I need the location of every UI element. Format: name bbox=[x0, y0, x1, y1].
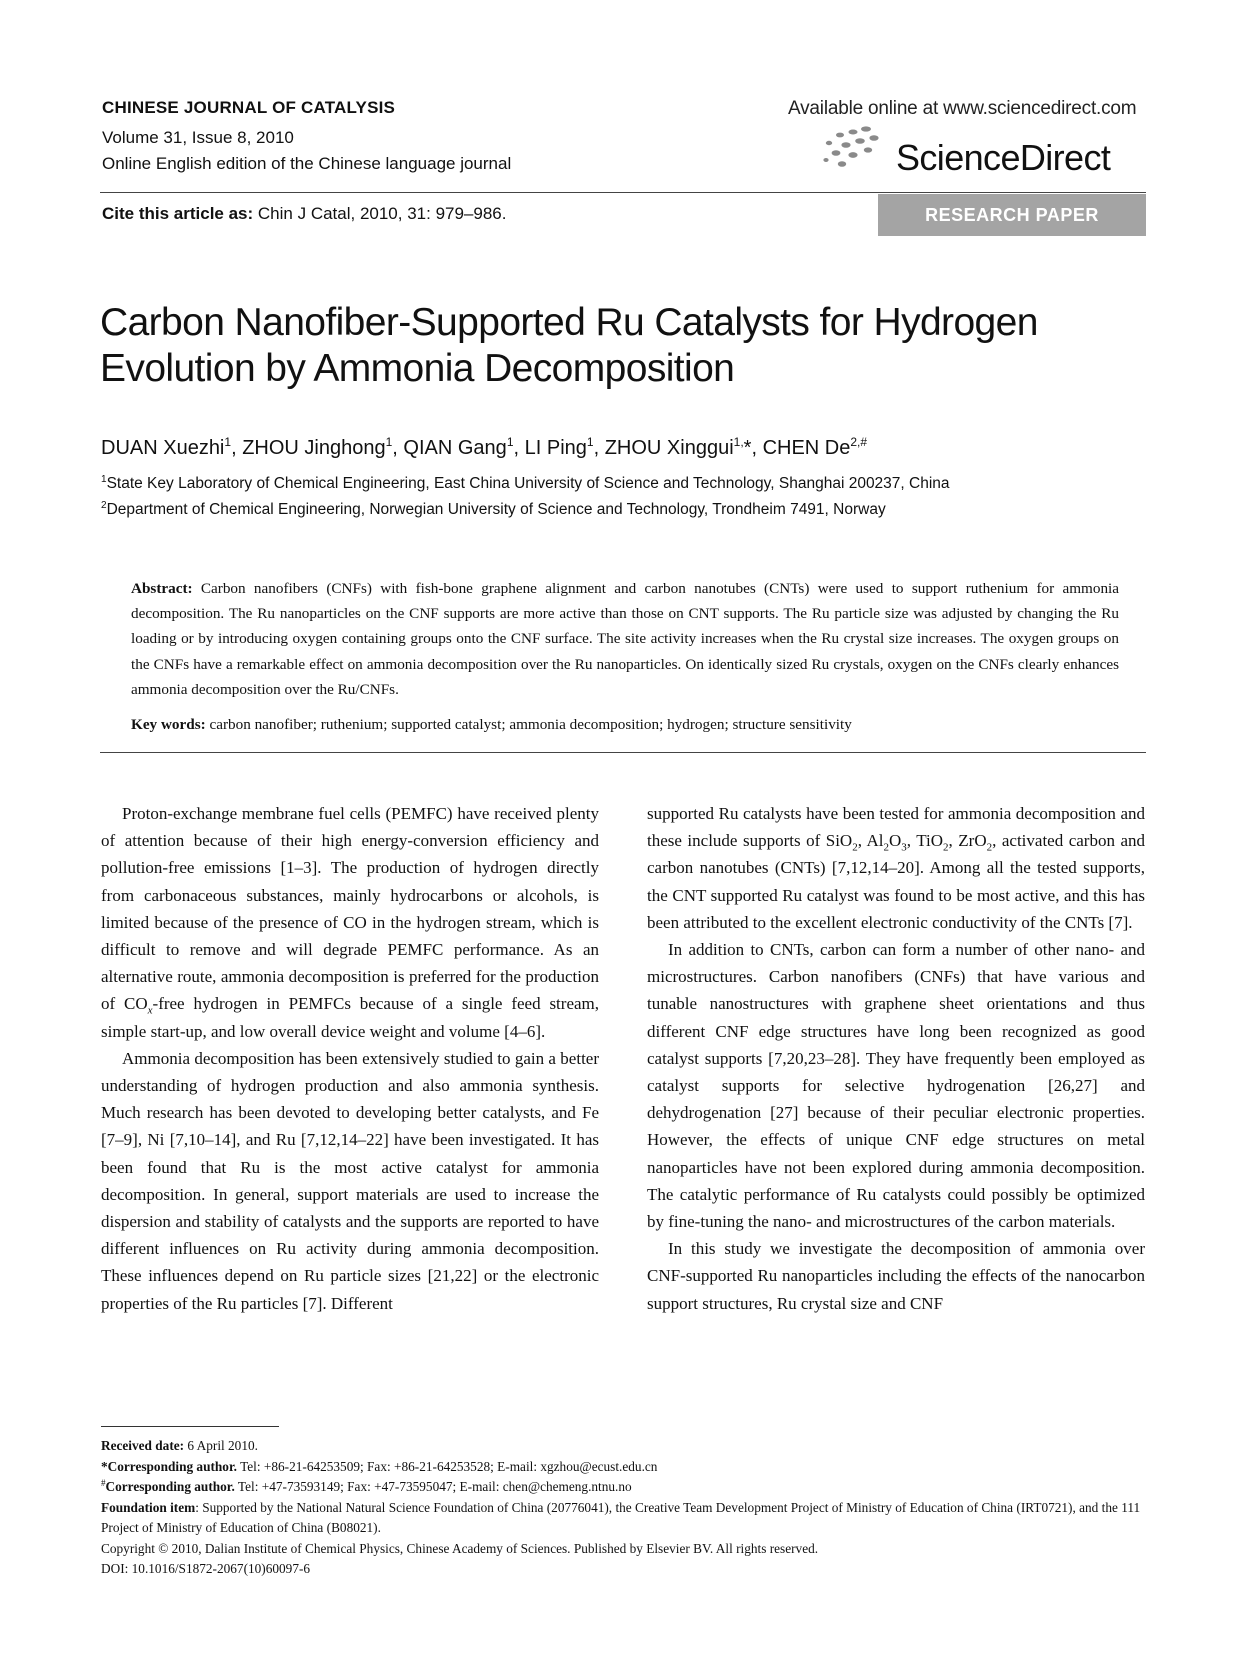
paragraph: In addition to CNTs, carbon can form a number of other nano- and microstructures. Carbon nanofibers (CNFs) that have various and tunable nanostructures with graphene sheet orientations and thus different CNF edge structures have long been recognized as good catalyst supports [7,20,23–28]. They have frequently been employed as catalyst supports for selective hydrogenation [26,27] and dehydrogenation [27] because of their peculiar electronic properties. However, the effects of unique CNF edge structures on metal nanoparticles have not been explored during ammonia decomposition. The catalytic performance of Ru catalysts could possibly be optimized by fine-tuning the nano- and microstructures of the carbon materials. bbox=[647, 940, 1145, 1232]
keywords-label: Key words: bbox=[131, 716, 206, 733]
paper-type-badge: RESEARCH PAPER bbox=[878, 194, 1146, 236]
abstract-divider bbox=[100, 752, 1146, 753]
body-column-right bbox=[647, 800, 1145, 1317]
author: CHEN $De^{2,\#}$ bbox=[762, 435, 868, 459]
keywords bbox=[131, 712, 1119, 737]
author: LI Ping$^1$, bbox=[524, 435, 605, 459]
doi: DOI: 10.1016/S1872-2067(10)60097-6 bbox=[101, 1561, 311, 1576]
sciencedirect-available-online: Available online at www.sciencedirect.com bbox=[788, 98, 1137, 119]
journal-volume: Volume 31, Issue 8, 2010 bbox=[102, 128, 294, 147]
cite-label: Cite this article as: bbox=[102, 204, 254, 223]
paper-title bbox=[100, 300, 1160, 392]
author: QIAN Gang$^1$, bbox=[403, 435, 525, 459]
abstract-label: Abstract: bbox=[131, 580, 193, 597]
affiliation-2: $^2$Department of Chemical Engineering, Norwegian University of Science and Technology, Trondheim 7491, Norway bbox=[101, 500, 886, 518]
copyright: Copyright © 2010, Dalian Institute of Chemical Physics, Chinese Academy of Sciences. Published by Elsevier BV. All rights reserved. bbox=[101, 1540, 819, 1556]
footnote-divider bbox=[101, 1426, 279, 1427]
header-divider bbox=[100, 192, 1146, 193]
corresponding-author-1: *Corresponding author. Tel: +86-21-64253509; Fax: +86-21-64253528; E-mail: xgzhou@ecust.edu.cn bbox=[101, 1458, 658, 1474]
abstract-text: Carbon nanofibers (CNFs) with fish-bone graphene alignment and carbon nanotubes (CNTs) were used to support ruthenium for ammonia decomposition. The Ru nanoparticles on the CNF supports are more active than those on CNT supports. The Ru particle size was adjusted by changing the Ru loading or by introducing oxygen containing groups onto the CNF surface. The site activity increases when the Ru crystal size increases. The oxygen groups on the CNFs have a remarkable effect on ammonia decomposition over the Ru nanoparticles. On identically sized Ru crystals, oxygen on the CNFs clearly enhances ammonia decomposition over the Ru/CNFs. bbox=[131, 580, 1119, 698]
paragraph: Ammonia decomposition has been extensively studied to gain a better understanding of hydrogen production and also ammonia synthesis. Much research has been devoted to developing better catalysts, and Fe [7–9], Ni [7,10–14], and Ru [7,12,14–22] have been investigated. It has been found that Ru is the most active catalyst for ammonia decomposition. In general, support materials are used to increase the dispersion and stability of catalysts and the supports are reported to have different influences on Ru activity during ammonia decomposition. These influences depend on Ru particle sizes [21,22] or the electronic properties of the Ru particles [7]. Different bbox=[101, 1048, 599, 1313]
cite-value: Chin J Catal, 2010, 31: 979–986. bbox=[257, 204, 507, 223]
title-line-1: Carbon Nanofiber-Supported Ru Catalysts for Hydrogen bbox=[100, 301, 1038, 344]
paragraph: In this study we investigate the decomposition of ammonia over CNF-supported Ru nanoparticles including the effects of the nanocarbon support structures, Ru crystal size and CNF bbox=[647, 1239, 1145, 1313]
journal-edition: Online English edition of the Chinese language journal bbox=[102, 154, 512, 173]
title-line-2: Evolution by Ammonia Decomposition bbox=[100, 347, 735, 390]
paragraph: supported Ru catalysts have been tested for ammonia decomposition and these include supports of SiO$_2$, $Al_2O_3$, TiO$_2$, ZrO$_2$, activated carbon and carbon nanotubes (CNTs) [7,12,14–20]. Among all the tested supports, the CNT supported Ru catalyst was found to be most active, and this has been attributed to the excellent electronic conductivity of the CNTs [7]. bbox=[647, 804, 1146, 932]
author: ZHOU Xinggui$^{1,}$*, bbox=[604, 435, 763, 459]
paragraph: Proton-exchange membrane fuel cells (PEMFC) have received plenty of attention because of their high energy-conversion efficiency and pollution-free emissions [1–3]. The production of hydrogen directly from carbonaceous substances, mainly hydrocarbons or alcohols, is limited because of the presence of CO in the hydrogen stream, which is difficult to remove and will degrade PEMFC performance. As an alternative route, ammonia decomposition is preferred for the production of $CO_x$-free hydrogen in PEMFCs because of a single feed stream, simple start-up, and low overall device weight and volume [4–6]. bbox=[101, 804, 600, 1041]
author: DUAN Xuezhi$^1$, bbox=[101, 435, 243, 459]
affiliation-1: $^1$State Key Laboratory of Chemical Engineering, East China University of Science and Technology, Shanghai 200237, China bbox=[101, 474, 950, 492]
abstract bbox=[131, 576, 1119, 702]
journal-name: CHINESE JOURNAL OF CATALYSIS bbox=[102, 98, 396, 117]
received-date: Received date: 6 April 2010. bbox=[101, 1438, 258, 1453]
corresponding-author-2: #Corresponding author. Tel: +47-73593149; Fax: +47-73595047; E-mail: chen@chemeng.ntnu.no bbox=[101, 1478, 632, 1494]
footnotes bbox=[101, 1436, 1147, 1580]
body-column-left bbox=[101, 800, 599, 1317]
cite-line bbox=[102, 204, 506, 224]
author-list bbox=[101, 437, 867, 460]
foundation-item: Foundation item: Supported by the National Natural Science Foundation of China (20776041), the Creative Team Development Project of Ministry of Education of China (IRT0721), and the 111 Project of Ministry of Education of China (B08021). bbox=[101, 1499, 1141, 1535]
author: ZHOU Jinghong$^1$, bbox=[242, 435, 404, 459]
sciencedirect-brand: ScienceDirect bbox=[896, 137, 1111, 178]
keywords-text: carbon nanofiber; ruthenium; supported catalyst; ammonia decomposition; hydrogen; structure sensitivity bbox=[209, 716, 852, 733]
